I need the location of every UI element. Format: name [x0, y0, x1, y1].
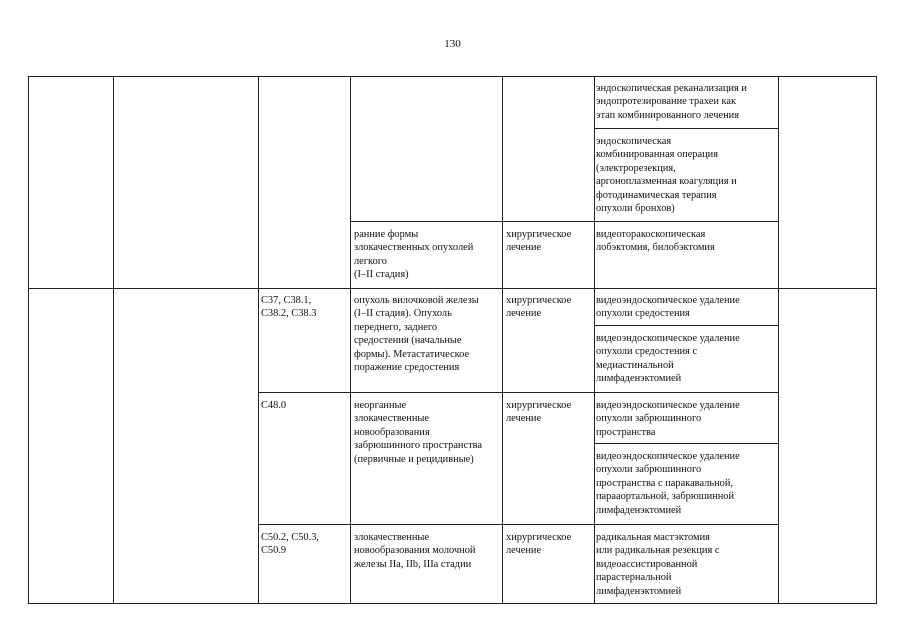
- treatment-cell: хирургическое лечение: [506, 400, 572, 425]
- row-sep-1: [594, 128, 778, 129]
- table-right-border: [876, 76, 877, 604]
- treatment-cell: хирургическое лечение: [506, 295, 572, 320]
- row-sep-4a: [594, 325, 778, 326]
- icd-code-cell: C48.0: [261, 400, 287, 411]
- treatment-table: [28, 76, 877, 604]
- row-sep-5a: [594, 443, 778, 444]
- col-sep-3-upper: [350, 76, 351, 288]
- method-cell: эндоскопическая реканализация и эндопротезирование трахеи как этап комбинированного лечения: [596, 83, 747, 121]
- col-sep-6: [778, 76, 779, 604]
- treatment-cell: хирургическое лечение: [506, 532, 572, 557]
- method-cell: видеоэндоскопическое удаление опухоли забрюшинного пространства: [596, 400, 740, 438]
- col-sep-1: [113, 76, 114, 604]
- table-top-border: [28, 76, 877, 77]
- model-cell: опухоль вилочковой железы (I–II стадия). Опухоль переднего, заднего средостения (начальные формы). Метастатическое поражение средостения: [354, 295, 479, 374]
- page-number: 130: [444, 38, 461, 50]
- table-bottom-border: [28, 603, 877, 604]
- col-sep-3-lower: [350, 288, 351, 604]
- icd-code-cell: C50.2, C50.3, C50.9: [261, 532, 320, 557]
- method-cell: видеоэндоскопическое удаление опухоли средостения: [596, 295, 740, 320]
- row-sep-5: [258, 524, 778, 525]
- method-cell: видеоэндоскопическое удаление опухоли забрюшинного пространства с паракавальной, параaортальной, забрюшинной лимфаденэктомией: [596, 451, 740, 516]
- icd-code-cell: C37, C38.1, C38.2, C38.3: [261, 295, 317, 320]
- method-cell: видеоторакоскопическая лобэктомия, билобэктомия: [596, 229, 715, 254]
- table-left-border: [28, 76, 29, 604]
- treatment-cell: хирургическое лечение: [506, 229, 572, 254]
- method-cell: эндоскопическая комбинированная операция (электрорезекция, аргоноплазменная коагуляция и фотодинамическая терапия опухоли бронхов): [596, 136, 737, 215]
- row-sep-2: [350, 221, 778, 222]
- row-sep-3: [28, 288, 877, 289]
- method-cell: радикальная мастэктомия или радикальная резекция с видеоассистированной парастернальной лимфаденэктомией: [596, 532, 720, 597]
- model-cell: неорганные злокачественные новообразования забрюшинного пространства (первичные и рецидивные): [354, 400, 483, 465]
- model-cell: ранние формы злокачественных опухолей легкого (I–II стадия): [354, 229, 474, 281]
- method-cell: видеоэндоскопическое удаление опухоли средостения с медиастинальной лимфаденэктомией: [596, 333, 740, 385]
- model-cell: злокачественные новообразования молочной железы IIa, IIb, IIIa стадии: [354, 532, 476, 570]
- row-sep-4: [258, 392, 778, 393]
